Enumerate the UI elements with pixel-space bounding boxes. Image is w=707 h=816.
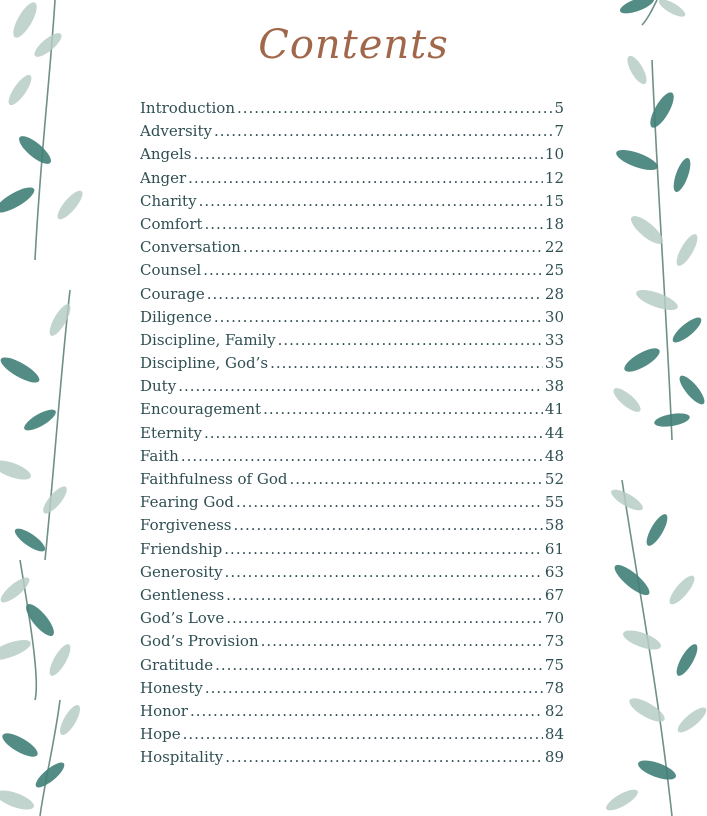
toc-entry-page-number: 10 xyxy=(544,145,564,164)
table-of-contents xyxy=(140,97,564,769)
toc-entry xyxy=(140,468,564,491)
toc-entry-page-number: 75 xyxy=(544,655,564,674)
leaf-shape xyxy=(670,156,694,194)
toc-entry xyxy=(140,329,564,352)
toc-entry xyxy=(140,445,564,468)
toc-entry-page-number: 67 xyxy=(544,585,564,604)
dot-leader xyxy=(226,607,543,630)
toc-entry-label: Gentleness xyxy=(140,585,225,604)
toc-entry-page-number: 84 xyxy=(544,725,564,744)
toc-entry xyxy=(140,375,564,398)
leaf-shape xyxy=(21,406,58,434)
toc-entry xyxy=(140,677,564,700)
toc-entry-page-number: 55 xyxy=(544,493,564,512)
toc-entry-label: Faith xyxy=(140,446,179,465)
toc-entry xyxy=(140,167,564,190)
toc-entry xyxy=(140,283,564,306)
toc-entry xyxy=(140,259,564,282)
toc-entry-label: Counsel xyxy=(140,261,202,280)
leaf-shape xyxy=(46,301,74,338)
leaf-shape xyxy=(5,72,35,108)
toc-entry-label: Honesty xyxy=(140,678,203,697)
toc-entry xyxy=(140,561,564,584)
toc-entry-label: Faithfulness of God xyxy=(140,470,288,488)
toc-entry-page-number: 12 xyxy=(544,168,564,187)
leaf-shape xyxy=(15,132,55,168)
dot-leader xyxy=(224,538,543,561)
dot-leader xyxy=(207,283,543,306)
toc-entry-page-number: 5 xyxy=(554,99,564,117)
leaf-shape xyxy=(621,627,663,654)
toc-entry-label: Diligence xyxy=(140,307,212,326)
toc-entry-page-number: 58 xyxy=(544,516,564,535)
toc-entry xyxy=(140,352,564,375)
toc-entry-page-number: 41 xyxy=(544,400,564,419)
dot-leader xyxy=(215,654,543,677)
toc-entry-label: God’s Provision xyxy=(140,632,259,651)
dot-leader xyxy=(183,723,543,746)
toc-entry-page-number: 70 xyxy=(544,609,564,628)
left-leaf-vine-decoration xyxy=(0,0,110,816)
toc-entry xyxy=(140,654,564,677)
toc-entry-label: Hospitality xyxy=(140,748,224,767)
toc-entry-label: Charity xyxy=(140,191,197,210)
leaf-shape xyxy=(39,483,70,517)
toc-entry-label: Introduction xyxy=(140,99,235,117)
toc-entry-label: Courage xyxy=(140,284,205,303)
dot-leader xyxy=(290,468,543,491)
leaf-shape xyxy=(657,0,688,20)
dot-leader xyxy=(199,190,543,213)
toc-entry xyxy=(140,538,564,561)
leaf-shape xyxy=(0,457,33,484)
dot-leader xyxy=(236,491,543,514)
leaf-shape xyxy=(0,574,33,606)
dot-leader xyxy=(233,514,542,537)
leaf-shape xyxy=(673,231,701,268)
leaf-shape xyxy=(676,372,707,407)
toc-entry-label: Adversity xyxy=(140,122,212,141)
toc-entry xyxy=(140,607,564,630)
toc-entry-label: Duty xyxy=(140,377,177,396)
toc-entry-page-number: 82 xyxy=(544,701,564,720)
dot-leader xyxy=(203,259,543,282)
toc-entry xyxy=(140,143,564,166)
dot-leader xyxy=(261,630,543,653)
toc-entry-page-number: 44 xyxy=(544,423,564,442)
leaf-shape xyxy=(614,146,660,174)
toc-entry-page-number: 18 xyxy=(544,214,564,233)
leaf-shape xyxy=(636,757,678,784)
dot-leader xyxy=(190,700,543,723)
toc-entry xyxy=(140,700,564,723)
dot-leader xyxy=(193,143,542,166)
toc-entry-label: Generosity xyxy=(140,562,223,581)
toc-entry-page-number: 25 xyxy=(544,261,564,280)
toc-entry-label: Anger xyxy=(140,168,187,187)
toc-entry-label: Hope xyxy=(140,725,181,744)
toc-entry xyxy=(140,723,564,746)
leaf-shape xyxy=(0,183,38,217)
leaf-shape xyxy=(12,525,48,555)
toc-entry xyxy=(140,190,564,213)
toc-entry-label: Eternity xyxy=(140,423,202,442)
leaf-shape xyxy=(611,560,654,599)
toc-entry-label: Fearing God xyxy=(140,493,235,512)
dot-leader xyxy=(204,422,543,445)
toc-entry-label: Forgiveness xyxy=(140,516,232,535)
toc-entry xyxy=(140,746,564,769)
toc-entry-page-number: 22 xyxy=(544,238,564,257)
leaf-shape xyxy=(643,511,671,548)
leaf-shape xyxy=(666,572,698,607)
toc-entry-label: Honor xyxy=(140,701,188,720)
toc-entry-label: Angels xyxy=(140,145,192,164)
dot-leader xyxy=(243,236,543,259)
dot-leader xyxy=(188,167,543,190)
leaf-shape xyxy=(0,729,41,761)
leaf-shape xyxy=(626,694,668,726)
toc-entry xyxy=(140,120,564,143)
dot-leader xyxy=(214,306,543,329)
dot-leader xyxy=(178,375,543,398)
toc-entry-label: Conversation xyxy=(140,238,241,257)
dot-leader xyxy=(278,329,543,352)
leaf-shape xyxy=(0,636,33,664)
leaf-shape xyxy=(674,704,707,736)
leaf-shape xyxy=(621,344,663,376)
toc-entry-page-number: 63 xyxy=(544,562,564,581)
toc-entry-label: Friendship xyxy=(140,539,223,558)
toc-entry xyxy=(140,97,564,120)
leaf-shape xyxy=(646,89,678,131)
leaf-shape xyxy=(0,787,36,814)
toc-entry-page-number: 15 xyxy=(544,191,564,210)
dot-leader xyxy=(263,398,543,421)
toc-entry-label: Comfort xyxy=(140,214,203,233)
toc-entry xyxy=(140,584,564,607)
leaf-shape xyxy=(673,641,701,678)
toc-entry-page-number: 38 xyxy=(544,377,564,396)
toc-entry xyxy=(140,398,564,421)
toc-entry xyxy=(140,630,564,653)
toc-entry-page-number: 89 xyxy=(544,748,564,767)
toc-entry-page-number: 33 xyxy=(544,330,564,349)
leaf-shape xyxy=(56,702,83,737)
toc-entry-label: Encouragement xyxy=(140,400,262,419)
leaf-shape xyxy=(22,600,58,640)
dot-leader xyxy=(270,352,543,375)
leaf-shape xyxy=(603,786,640,814)
toc-entry-page-number: 61 xyxy=(544,539,564,558)
dot-leader xyxy=(205,213,543,236)
toc-entry xyxy=(140,236,564,259)
toc-entry xyxy=(140,306,564,329)
right-leaf-vine-decoration xyxy=(597,0,707,816)
toc-entry xyxy=(140,491,564,514)
toc-entry-page-number: 28 xyxy=(544,284,564,303)
dot-leader xyxy=(225,561,543,584)
dot-leader xyxy=(214,120,553,143)
leaf-shape xyxy=(610,384,644,415)
leaf-shape xyxy=(634,286,680,314)
dot-leader xyxy=(205,677,543,700)
toc-entry-page-number: 30 xyxy=(544,307,564,326)
toc-entry-label: God’s Love xyxy=(140,609,225,628)
toc-entry xyxy=(140,514,564,537)
leaf-shape xyxy=(54,187,86,222)
toc-entry-page-number: 52 xyxy=(544,470,564,488)
leaf-shape xyxy=(0,353,43,387)
dot-leader xyxy=(237,97,552,120)
leaf-shape xyxy=(669,314,704,346)
toc-entry-label: Discipline, Family xyxy=(140,330,276,349)
vine-stem xyxy=(40,700,60,816)
toc-entry-page-number: 73 xyxy=(544,632,564,651)
page-title: Contents xyxy=(258,22,449,68)
toc-entry-page-number: 48 xyxy=(544,446,564,465)
toc-entry-page-number: 78 xyxy=(544,678,564,697)
toc-entry xyxy=(140,422,564,445)
dot-leader xyxy=(181,445,543,468)
toc-entry-label: Gratitude xyxy=(140,655,214,674)
toc-entry-page-number: 7 xyxy=(554,122,564,141)
toc-entry xyxy=(140,213,564,236)
dot-leader xyxy=(226,584,543,607)
toc-entry-label: Discipline, God’s xyxy=(140,354,269,373)
toc-entry-page-number: 35 xyxy=(544,354,564,373)
dot-leader xyxy=(225,746,543,769)
leaf-shape xyxy=(46,641,74,678)
